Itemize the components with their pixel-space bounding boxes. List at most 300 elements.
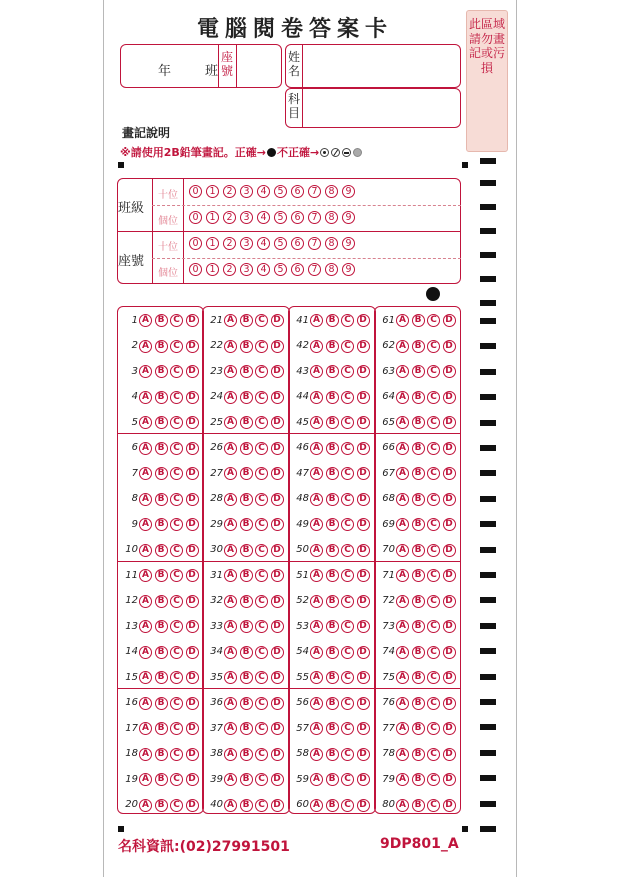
answer-bubble-43-C[interactable]: C — [341, 365, 354, 378]
answer-bubble-54-D[interactable]: D — [357, 646, 370, 659]
class-tens-bubble-4[interactable]: 4 — [257, 185, 270, 198]
answer-bubble-39-C[interactable]: C — [255, 773, 268, 786]
answer-bubble-20-A[interactable]: A — [139, 799, 152, 812]
answer-bubble-8-C[interactable]: C — [170, 493, 183, 506]
answer-bubble-17-A[interactable]: A — [139, 722, 152, 735]
seat-tens-bubble-6[interactable]: 6 — [291, 237, 304, 250]
answer-bubble-7-A[interactable]: A — [139, 467, 152, 480]
answer-bubble-41-D[interactable]: D — [357, 314, 370, 327]
answer-bubble-37-B[interactable]: B — [240, 722, 253, 735]
answer-bubble-14-C[interactable]: C — [170, 646, 183, 659]
answer-bubble-41-A[interactable]: A — [310, 314, 323, 327]
answer-bubble-5-B[interactable]: B — [155, 416, 168, 429]
answer-bubble-55-D[interactable]: D — [357, 671, 370, 684]
answer-bubble-24-C[interactable]: C — [255, 391, 268, 404]
answer-bubble-40-B[interactable]: B — [240, 799, 253, 812]
answer-bubble-48-B[interactable]: B — [326, 493, 339, 506]
answer-bubble-74-A[interactable]: A — [396, 646, 409, 659]
answer-bubble-54-B[interactable]: B — [326, 646, 339, 659]
answer-bubble-35-C[interactable]: C — [255, 671, 268, 684]
answer-bubble-78-C[interactable]: C — [427, 748, 440, 761]
answer-bubble-44-D[interactable]: D — [357, 391, 370, 404]
answer-bubble-34-C[interactable]: C — [255, 646, 268, 659]
answer-bubble-32-D[interactable]: D — [271, 595, 284, 608]
answer-bubble-62-C[interactable]: C — [427, 340, 440, 353]
class-ones-bubble-8[interactable]: 8 — [325, 211, 338, 224]
answer-bubble-49-A[interactable]: A — [310, 518, 323, 531]
answer-bubble-64-D[interactable]: D — [443, 391, 456, 404]
answer-bubble-77-A[interactable]: A — [396, 722, 409, 735]
answer-bubble-47-C[interactable]: C — [341, 467, 354, 480]
seat-ones-bubble-6[interactable]: 6 — [291, 263, 304, 276]
answer-bubble-28-D[interactable]: D — [271, 493, 284, 506]
answer-bubble-61-A[interactable]: A — [396, 314, 409, 327]
answer-bubble-19-B[interactable]: B — [155, 773, 168, 786]
answer-bubble-2-C[interactable]: C — [170, 340, 183, 353]
answer-bubble-24-D[interactable]: D — [271, 391, 284, 404]
answer-bubble-56-C[interactable]: C — [341, 697, 354, 710]
answer-bubble-48-C[interactable]: C — [341, 493, 354, 506]
answer-bubble-58-B[interactable]: B — [326, 748, 339, 761]
answer-bubble-76-A[interactable]: A — [396, 697, 409, 710]
answer-bubble-44-B[interactable]: B — [326, 391, 339, 404]
answer-bubble-6-A[interactable]: A — [139, 442, 152, 455]
answer-bubble-65-A[interactable]: A — [396, 416, 409, 429]
answer-bubble-5-A[interactable]: A — [139, 416, 152, 429]
answer-bubble-59-D[interactable]: D — [357, 773, 370, 786]
answer-bubble-57-B[interactable]: B — [326, 722, 339, 735]
answer-bubble-17-D[interactable]: D — [186, 722, 199, 735]
answer-bubble-76-C[interactable]: C — [427, 697, 440, 710]
answer-bubble-45-B[interactable]: B — [326, 416, 339, 429]
seat-ones-bubble-9[interactable]: 9 — [342, 263, 355, 276]
answer-bubble-72-B[interactable]: B — [412, 595, 425, 608]
answer-bubble-26-D[interactable]: D — [271, 442, 284, 455]
seat-ones-bubble-1[interactable]: 1 — [206, 263, 219, 276]
answer-bubble-15-C[interactable]: C — [170, 671, 183, 684]
answer-bubble-3-B[interactable]: B — [155, 365, 168, 378]
answer-bubble-6-D[interactable]: D — [186, 442, 199, 455]
answer-bubble-73-B[interactable]: B — [412, 620, 425, 633]
answer-bubble-4-B[interactable]: B — [155, 391, 168, 404]
answer-bubble-3-C[interactable]: C — [170, 365, 183, 378]
answer-bubble-74-D[interactable]: D — [443, 646, 456, 659]
answer-bubble-63-B[interactable]: B — [412, 365, 425, 378]
answer-bubble-29-C[interactable]: C — [255, 518, 268, 531]
answer-bubble-57-D[interactable]: D — [357, 722, 370, 735]
answer-bubble-28-C[interactable]: C — [255, 493, 268, 506]
answer-bubble-5-C[interactable]: C — [170, 416, 183, 429]
answer-bubble-15-A[interactable]: A — [139, 671, 152, 684]
answer-bubble-37-A[interactable]: A — [224, 722, 237, 735]
answer-bubble-23-A[interactable]: A — [224, 365, 237, 378]
seat-ones-bubble-7[interactable]: 7 — [308, 263, 321, 276]
answer-bubble-4-A[interactable]: A — [139, 391, 152, 404]
answer-bubble-74-C[interactable]: C — [427, 646, 440, 659]
answer-bubble-6-C[interactable]: C — [170, 442, 183, 455]
answer-bubble-39-D[interactable]: D — [271, 773, 284, 786]
answer-bubble-63-C[interactable]: C — [427, 365, 440, 378]
answer-bubble-60-B[interactable]: B — [326, 799, 339, 812]
answer-bubble-73-C[interactable]: C — [427, 620, 440, 633]
answer-bubble-33-B[interactable]: B — [240, 620, 253, 633]
answer-bubble-17-B[interactable]: B — [155, 722, 168, 735]
class-tens-bubble-1[interactable]: 1 — [206, 185, 219, 198]
class-tens-bubble-0[interactable]: 0 — [189, 185, 202, 198]
answer-bubble-24-B[interactable]: B — [240, 391, 253, 404]
answer-bubble-52-D[interactable]: D — [357, 595, 370, 608]
answer-bubble-27-A[interactable]: A — [224, 467, 237, 480]
answer-bubble-23-D[interactable]: D — [271, 365, 284, 378]
answer-bubble-10-B[interactable]: B — [155, 544, 168, 557]
answer-bubble-80-B[interactable]: B — [412, 799, 425, 812]
answer-bubble-36-A[interactable]: A — [224, 697, 237, 710]
answer-bubble-57-A[interactable]: A — [310, 722, 323, 735]
answer-bubble-12-C[interactable]: C — [170, 595, 183, 608]
answer-bubble-80-C[interactable]: C — [427, 799, 440, 812]
answer-bubble-9-C[interactable]: C — [170, 518, 183, 531]
answer-bubble-51-A[interactable]: A — [310, 569, 323, 582]
answer-bubble-53-B[interactable]: B — [326, 620, 339, 633]
answer-bubble-50-A[interactable]: A — [310, 544, 323, 557]
answer-bubble-27-D[interactable]: D — [271, 467, 284, 480]
answer-bubble-72-D[interactable]: D — [443, 595, 456, 608]
answer-bubble-1-A[interactable]: A — [139, 314, 152, 327]
answer-bubble-32-B[interactable]: B — [240, 595, 253, 608]
class-ones-bubble-0[interactable]: 0 — [189, 211, 202, 224]
answer-bubble-33-C[interactable]: C — [255, 620, 268, 633]
answer-bubble-63-D[interactable]: D — [443, 365, 456, 378]
answer-bubble-71-C[interactable]: C — [427, 569, 440, 582]
answer-bubble-79-D[interactable]: D — [443, 773, 456, 786]
answer-bubble-71-D[interactable]: D — [443, 569, 456, 582]
answer-bubble-49-B[interactable]: B — [326, 518, 339, 531]
answer-bubble-54-A[interactable]: A — [310, 646, 323, 659]
name-field[interactable] — [285, 44, 461, 88]
answer-bubble-72-A[interactable]: A — [396, 595, 409, 608]
answer-bubble-18-A[interactable]: A — [139, 748, 152, 761]
answer-bubble-11-A[interactable]: A — [139, 569, 152, 582]
answer-bubble-65-B[interactable]: B — [412, 416, 425, 429]
answer-bubble-64-A[interactable]: A — [396, 391, 409, 404]
answer-bubble-16-C[interactable]: C — [170, 697, 183, 710]
answer-bubble-48-A[interactable]: A — [310, 493, 323, 506]
answer-bubble-66-C[interactable]: C — [427, 442, 440, 455]
answer-bubble-41-C[interactable]: C — [341, 314, 354, 327]
answer-bubble-41-B[interactable]: B — [326, 314, 339, 327]
answer-bubble-43-A[interactable]: A — [310, 365, 323, 378]
answer-bubble-59-C[interactable]: C — [341, 773, 354, 786]
answer-bubble-37-C[interactable]: C — [255, 722, 268, 735]
answer-bubble-31-C[interactable]: C — [255, 569, 268, 582]
answer-bubble-38-A[interactable]: A — [224, 748, 237, 761]
answer-bubble-62-D[interactable]: D — [443, 340, 456, 353]
answer-bubble-14-A[interactable]: A — [139, 646, 152, 659]
answer-bubble-30-C[interactable]: C — [255, 544, 268, 557]
answer-bubble-36-D[interactable]: D — [271, 697, 284, 710]
answer-bubble-38-C[interactable]: C — [255, 748, 268, 761]
answer-bubble-14-B[interactable]: B — [155, 646, 168, 659]
seat-tens-bubble-1[interactable]: 1 — [206, 237, 219, 250]
answer-bubble-47-D[interactable]: D — [357, 467, 370, 480]
answer-bubble-38-B[interactable]: B — [240, 748, 253, 761]
answer-bubble-61-C[interactable]: C — [427, 314, 440, 327]
answer-bubble-75-D[interactable]: D — [443, 671, 456, 684]
seat-tens-bubble-7[interactable]: 7 — [308, 237, 321, 250]
answer-bubble-22-A[interactable]: A — [224, 340, 237, 353]
answer-bubble-65-D[interactable]: D — [443, 416, 456, 429]
answer-bubble-68-C[interactable]: C — [427, 493, 440, 506]
answer-bubble-52-A[interactable]: A — [310, 595, 323, 608]
answer-bubble-19-D[interactable]: D — [186, 773, 199, 786]
answer-bubble-2-A[interactable]: A — [139, 340, 152, 353]
answer-bubble-1-C[interactable]: C — [170, 314, 183, 327]
answer-bubble-76-D[interactable]: D — [443, 697, 456, 710]
answer-bubble-19-C[interactable]: C — [170, 773, 183, 786]
answer-bubble-13-D[interactable]: D — [186, 620, 199, 633]
answer-bubble-79-A[interactable]: A — [396, 773, 409, 786]
seat-tens-bubble-2[interactable]: 2 — [223, 237, 236, 250]
answer-bubble-78-A[interactable]: A — [396, 748, 409, 761]
answer-bubble-32-A[interactable]: A — [224, 595, 237, 608]
answer-bubble-24-A[interactable]: A — [224, 391, 237, 404]
answer-bubble-8-B[interactable]: B — [155, 493, 168, 506]
class-ones-bubble-3[interactable]: 3 — [240, 211, 253, 224]
answer-bubble-80-D[interactable]: D — [443, 799, 456, 812]
answer-bubble-42-D[interactable]: D — [357, 340, 370, 353]
answer-bubble-50-D[interactable]: D — [357, 544, 370, 557]
answer-bubble-68-D[interactable]: D — [443, 493, 456, 506]
answer-bubble-65-C[interactable]: C — [427, 416, 440, 429]
answer-bubble-22-B[interactable]: B — [240, 340, 253, 353]
answer-bubble-32-C[interactable]: C — [255, 595, 268, 608]
answer-bubble-15-B[interactable]: B — [155, 671, 168, 684]
answer-bubble-60-D[interactable]: D — [357, 799, 370, 812]
class-tens-bubble-8[interactable]: 8 — [325, 185, 338, 198]
answer-bubble-71-B[interactable]: B — [412, 569, 425, 582]
answer-bubble-31-D[interactable]: D — [271, 569, 284, 582]
seat-tens-bubble-5[interactable]: 5 — [274, 237, 287, 250]
answer-bubble-62-A[interactable]: A — [396, 340, 409, 353]
answer-bubble-40-A[interactable]: A — [224, 799, 237, 812]
answer-bubble-4-C[interactable]: C — [170, 391, 183, 404]
answer-bubble-46-A[interactable]: A — [310, 442, 323, 455]
answer-bubble-19-A[interactable]: A — [139, 773, 152, 786]
answer-bubble-44-A[interactable]: A — [310, 391, 323, 404]
answer-bubble-67-A[interactable]: A — [396, 467, 409, 480]
answer-bubble-66-B[interactable]: B — [412, 442, 425, 455]
answer-bubble-64-C[interactable]: C — [427, 391, 440, 404]
class-tens-bubble-5[interactable]: 5 — [274, 185, 287, 198]
answer-bubble-58-A[interactable]: A — [310, 748, 323, 761]
answer-bubble-20-D[interactable]: D — [186, 799, 199, 812]
answer-bubble-69-D[interactable]: D — [443, 518, 456, 531]
answer-bubble-13-C[interactable]: C — [170, 620, 183, 633]
answer-bubble-76-B[interactable]: B — [412, 697, 425, 710]
answer-bubble-27-B[interactable]: B — [240, 467, 253, 480]
answer-bubble-69-C[interactable]: C — [427, 518, 440, 531]
answer-bubble-30-A[interactable]: A — [224, 544, 237, 557]
answer-bubble-16-D[interactable]: D — [186, 697, 199, 710]
answer-bubble-30-D[interactable]: D — [271, 544, 284, 557]
answer-bubble-9-A[interactable]: A — [139, 518, 152, 531]
answer-bubble-22-D[interactable]: D — [271, 340, 284, 353]
answer-bubble-21-B[interactable]: B — [240, 314, 253, 327]
answer-bubble-10-D[interactable]: D — [186, 544, 199, 557]
answer-bubble-45-A[interactable]: A — [310, 416, 323, 429]
answer-bubble-21-D[interactable]: D — [271, 314, 284, 327]
answer-bubble-78-D[interactable]: D — [443, 748, 456, 761]
answer-bubble-70-B[interactable]: B — [412, 544, 425, 557]
answer-bubble-12-B[interactable]: B — [155, 595, 168, 608]
class-tens-bubble-9[interactable]: 9 — [342, 185, 355, 198]
answer-bubble-67-B[interactable]: B — [412, 467, 425, 480]
answer-bubble-74-B[interactable]: B — [412, 646, 425, 659]
answer-bubble-75-C[interactable]: C — [427, 671, 440, 684]
answer-bubble-49-D[interactable]: D — [357, 518, 370, 531]
seat-tens-bubble-4[interactable]: 4 — [257, 237, 270, 250]
answer-bubble-10-A[interactable]: A — [139, 544, 152, 557]
answer-bubble-70-A[interactable]: A — [396, 544, 409, 557]
answer-bubble-55-C[interactable]: C — [341, 671, 354, 684]
answer-bubble-34-B[interactable]: B — [240, 646, 253, 659]
answer-bubble-18-D[interactable]: D — [186, 748, 199, 761]
answer-bubble-60-C[interactable]: C — [341, 799, 354, 812]
answer-bubble-37-D[interactable]: D — [271, 722, 284, 735]
answer-bubble-8-D[interactable]: D — [186, 493, 199, 506]
answer-bubble-23-C[interactable]: C — [255, 365, 268, 378]
answer-bubble-75-B[interactable]: B — [412, 671, 425, 684]
answer-bubble-9-D[interactable]: D — [186, 518, 199, 531]
answer-bubble-42-B[interactable]: B — [326, 340, 339, 353]
class-tens-bubble-2[interactable]: 2 — [223, 185, 236, 198]
answer-bubble-29-D[interactable]: D — [271, 518, 284, 531]
answer-bubble-79-B[interactable]: B — [412, 773, 425, 786]
answer-bubble-39-B[interactable]: B — [240, 773, 253, 786]
class-ones-bubble-2[interactable]: 2 — [223, 211, 236, 224]
class-ones-bubble-9[interactable]: 9 — [342, 211, 355, 224]
answer-bubble-27-C[interactable]: C — [255, 467, 268, 480]
answer-bubble-21-A[interactable]: A — [224, 314, 237, 327]
answer-bubble-34-A[interactable]: A — [224, 646, 237, 659]
answer-bubble-52-C[interactable]: C — [341, 595, 354, 608]
answer-bubble-71-A[interactable]: A — [396, 569, 409, 582]
answer-bubble-25-C[interactable]: C — [255, 416, 268, 429]
answer-bubble-1-B[interactable]: B — [155, 314, 168, 327]
answer-bubble-11-D[interactable]: D — [186, 569, 199, 582]
answer-bubble-51-D[interactable]: D — [357, 569, 370, 582]
answer-bubble-12-A[interactable]: A — [139, 595, 152, 608]
answer-bubble-31-B[interactable]: B — [240, 569, 253, 582]
answer-bubble-40-C[interactable]: C — [255, 799, 268, 812]
answer-bubble-61-D[interactable]: D — [443, 314, 456, 327]
answer-bubble-14-D[interactable]: D — [186, 646, 199, 659]
answer-bubble-16-B[interactable]: B — [155, 697, 168, 710]
answer-bubble-31-A[interactable]: A — [224, 569, 237, 582]
answer-bubble-40-D[interactable]: D — [271, 799, 284, 812]
answer-bubble-33-D[interactable]: D — [271, 620, 284, 633]
answer-bubble-10-C[interactable]: C — [170, 544, 183, 557]
class-ones-bubble-6[interactable]: 6 — [291, 211, 304, 224]
answer-bubble-23-B[interactable]: B — [240, 365, 253, 378]
answer-bubble-13-A[interactable]: A — [139, 620, 152, 633]
answer-bubble-20-C[interactable]: C — [170, 799, 183, 812]
answer-bubble-43-D[interactable]: D — [357, 365, 370, 378]
answer-bubble-25-A[interactable]: A — [224, 416, 237, 429]
answer-bubble-2-B[interactable]: B — [155, 340, 168, 353]
answer-bubble-48-D[interactable]: D — [357, 493, 370, 506]
answer-bubble-35-A[interactable]: A — [224, 671, 237, 684]
answer-bubble-7-D[interactable]: D — [186, 467, 199, 480]
answer-bubble-15-D[interactable]: D — [186, 671, 199, 684]
answer-bubble-13-B[interactable]: B — [155, 620, 168, 633]
answer-bubble-67-C[interactable]: C — [427, 467, 440, 480]
answer-bubble-36-C[interactable]: C — [255, 697, 268, 710]
answer-bubble-70-D[interactable]: D — [443, 544, 456, 557]
answer-bubble-39-A[interactable]: A — [224, 773, 237, 786]
answer-bubble-9-B[interactable]: B — [155, 518, 168, 531]
answer-bubble-28-A[interactable]: A — [224, 493, 237, 506]
answer-bubble-45-D[interactable]: D — [357, 416, 370, 429]
answer-bubble-30-B[interactable]: B — [240, 544, 253, 557]
answer-bubble-50-B[interactable]: B — [326, 544, 339, 557]
class-ones-bubble-4[interactable]: 4 — [257, 211, 270, 224]
answer-bubble-78-B[interactable]: B — [412, 748, 425, 761]
answer-bubble-29-A[interactable]: A — [224, 518, 237, 531]
answer-bubble-50-C[interactable]: C — [341, 544, 354, 557]
answer-bubble-63-A[interactable]: A — [396, 365, 409, 378]
answer-bubble-75-A[interactable]: A — [396, 671, 409, 684]
seat-ones-bubble-4[interactable]: 4 — [257, 263, 270, 276]
class-ones-bubble-1[interactable]: 1 — [206, 211, 219, 224]
answer-bubble-73-D[interactable]: D — [443, 620, 456, 633]
answer-bubble-45-C[interactable]: C — [341, 416, 354, 429]
answer-bubble-59-A[interactable]: A — [310, 773, 323, 786]
answer-bubble-46-D[interactable]: D — [357, 442, 370, 455]
answer-bubble-52-B[interactable]: B — [326, 595, 339, 608]
answer-bubble-43-B[interactable]: B — [326, 365, 339, 378]
answer-bubble-69-B[interactable]: B — [412, 518, 425, 531]
answer-bubble-66-A[interactable]: A — [396, 442, 409, 455]
seat-ones-bubble-5[interactable]: 5 — [274, 263, 287, 276]
answer-bubble-58-D[interactable]: D — [357, 748, 370, 761]
answer-bubble-46-B[interactable]: B — [326, 442, 339, 455]
answer-bubble-25-B[interactable]: B — [240, 416, 253, 429]
answer-bubble-25-D[interactable]: D — [271, 416, 284, 429]
answer-bubble-64-B[interactable]: B — [412, 391, 425, 404]
answer-bubble-56-D[interactable]: D — [357, 697, 370, 710]
answer-bubble-68-A[interactable]: A — [396, 493, 409, 506]
answer-bubble-5-D[interactable]: D — [186, 416, 199, 429]
seat-tens-bubble-8[interactable]: 8 — [325, 237, 338, 250]
answer-bubble-12-D[interactable]: D — [186, 595, 199, 608]
answer-bubble-3-D[interactable]: D — [186, 365, 199, 378]
answer-bubble-1-D[interactable]: D — [186, 314, 199, 327]
seat-ones-bubble-8[interactable]: 8 — [325, 263, 338, 276]
answer-bubble-55-B[interactable]: B — [326, 671, 339, 684]
answer-bubble-77-D[interactable]: D — [443, 722, 456, 735]
answer-bubble-57-C[interactable]: C — [341, 722, 354, 735]
answer-bubble-20-B[interactable]: B — [155, 799, 168, 812]
answer-bubble-68-B[interactable]: B — [412, 493, 425, 506]
answer-bubble-53-A[interactable]: A — [310, 620, 323, 633]
class-tens-bubble-3[interactable]: 3 — [240, 185, 253, 198]
seat-ones-bubble-3[interactable]: 3 — [240, 263, 253, 276]
answer-bubble-4-D[interactable]: D — [186, 391, 199, 404]
answer-bubble-72-C[interactable]: C — [427, 595, 440, 608]
seat-tens-bubble-9[interactable]: 9 — [342, 237, 355, 250]
answer-bubble-21-C[interactable]: C — [255, 314, 268, 327]
